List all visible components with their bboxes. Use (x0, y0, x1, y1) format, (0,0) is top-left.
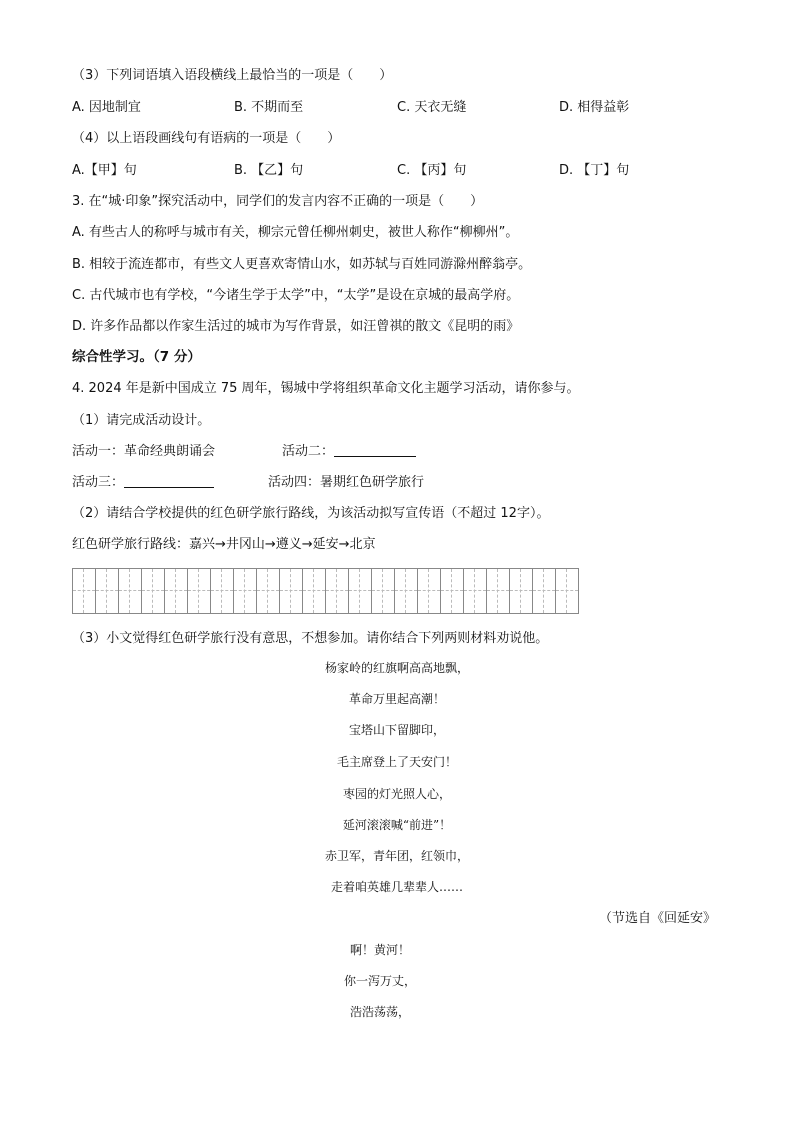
option-d[interactable]: D. 相得益彰 (559, 100, 630, 115)
option-c[interactable]: C. 【丙】句 (397, 163, 467, 178)
grid-cell[interactable] (164, 569, 187, 613)
option-a[interactable]: A. 因地制宜 (72, 100, 141, 115)
question-4-part-3: （3）小文觉得红色研学旅行没有意思，不想参加。请你结合下列两则材料劝说他。 (72, 631, 549, 646)
question-3-stem: 3. 在“城·印象”探究活动中，同学们的发言内容不正确的一项是（ ） (72, 194, 484, 209)
question-4-stem: 4. 2024 年是新中国成立 75 周年，锡城中学将组织革命文化主题学习活动，请你参与。 (72, 381, 580, 396)
grid-cell[interactable] (348, 569, 371, 613)
grid-cell[interactable] (555, 569, 578, 613)
option-c[interactable]: C. 天衣无缝 (397, 100, 467, 115)
option-b[interactable]: B. 【乙】句 (234, 163, 304, 178)
poem-1-line-1: 杨家岭的红旗啊高高地飘， (324, 661, 469, 675)
poem-1-line-3: 宝塔山下留脚印， (348, 723, 445, 737)
answer-grid[interactable] (72, 568, 579, 614)
sub-question-4-stem: （4）以上语段画线句有语病的一项是（ ） (72, 131, 341, 146)
question-3-option-b[interactable]: B. 相较于流连都市，有些文人更喜欢寄情山水，如苏轼与百姓同游滁州醉翁亭。 (72, 257, 532, 272)
poem-1-line-7: 赤卫军，青年团，红领巾， (324, 849, 469, 863)
grid-cell[interactable] (118, 569, 141, 613)
route-text: 红色研学旅行路线：嘉兴→井冈山→遵义→延安→北京 (72, 537, 376, 552)
question-3-option-d[interactable]: D. 许多作品都以作家生活过的城市为写作背景，如汪曾祺的散文《昆明的雨》 (72, 319, 520, 334)
section-title: 综合性学习。（7 分） (72, 349, 201, 365)
grid-cell[interactable] (233, 569, 256, 613)
poem-1-source: （节选自《回延安》 (598, 911, 716, 926)
grid-cell[interactable] (256, 569, 279, 613)
activity-3-label: 活动三： (72, 475, 125, 490)
grid-cell[interactable] (187, 569, 210, 613)
grid-cell[interactable] (509, 569, 532, 613)
question-4-part-2: （2）请结合学校提供的红色研学旅行路线，为该活动拟写宣传语（不超过 12字）。 (72, 506, 550, 521)
grid-cell[interactable] (95, 569, 118, 613)
activity-3-blank[interactable] (124, 474, 214, 488)
option-b[interactable]: B. 不期而至 (234, 100, 304, 115)
grid-cell[interactable] (417, 569, 440, 613)
activity-3 (72, 474, 214, 492)
question-3-option-a[interactable]: A. 有些古人的称呼与城市有关，柳宗元曾任柳州刺史，被世人称作“柳柳州”。 (72, 225, 519, 240)
grid-cell[interactable] (73, 569, 95, 613)
sub-question-4-options (72, 162, 672, 180)
grid-cell[interactable] (532, 569, 555, 613)
grid-cell[interactable] (279, 569, 302, 613)
option-a[interactable]: A.【甲】句 (72, 163, 137, 178)
grid-cell[interactable] (325, 569, 348, 613)
activity-4: 活动四：暑期红色研学旅行 (268, 475, 425, 490)
activity-2-label: 活动二： (282, 444, 335, 459)
grid-cell[interactable] (394, 569, 417, 613)
grid-cell[interactable] (141, 569, 164, 613)
question-4-part-1: （1）请完成活动设计。 (72, 413, 211, 428)
poem-1-line-2: 革命万里起高潮！ (348, 692, 445, 706)
grid-cell[interactable] (486, 569, 509, 613)
grid-cell[interactable] (302, 569, 325, 613)
question-3-option-c[interactable]: C. 古代城市也有学校，“今诸生学于太学”中，“太学”是设在京城的最高学府。 (72, 288, 520, 303)
grid-cell[interactable] (440, 569, 463, 613)
grid-cell[interactable] (371, 569, 394, 613)
sub-question-3-options (72, 99, 672, 117)
poem-2-line-1: 啊！黄河！ (349, 943, 410, 957)
poem-2-line-2: 你一泻万丈， (343, 974, 416, 988)
activity-2 (282, 443, 416, 461)
poem-1-line-5: 枣园的灯光照人心， (342, 787, 451, 801)
sub-question-3-stem: （3）下列词语填入语段横线上最恰当的一项是（ ） (72, 68, 393, 83)
option-d[interactable]: D. 【丁】句 (559, 163, 630, 178)
poem-1-line-8: 走着咱英雄几辈辈人…… (330, 880, 463, 894)
activity-1: 活动一：革命经典朗诵会 (72, 444, 216, 459)
poem-2-line-3: 浩浩荡荡， (349, 1005, 410, 1019)
poem-1-line-4: 毛主席登上了天安门！ (336, 755, 457, 769)
activity-2-blank[interactable] (334, 443, 416, 457)
grid-cell[interactable] (210, 569, 233, 613)
poem-1-line-6: 延河滚滚喊“前进”！ (342, 818, 452, 832)
grid-cell[interactable] (463, 569, 486, 613)
